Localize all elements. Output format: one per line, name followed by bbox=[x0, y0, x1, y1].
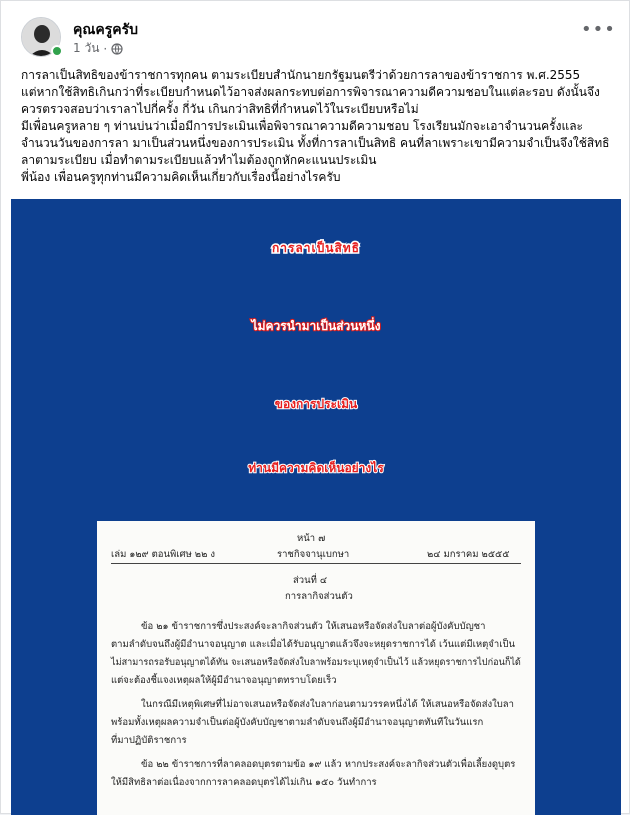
doc-line-6: พร้อมทั้งเหตุผลความจำเป็นต่อผู้บังคับบัญชาตามลำดับจนถึงผู้มีอำนาจอนุญาตทันทีในวันแรก bbox=[111, 717, 484, 728]
doc-section: ส่วนที่ ๔ bbox=[293, 575, 328, 586]
image-headline-4: ท่านมีความคิดเห็นอย่างไร bbox=[248, 461, 384, 475]
doc-line-4: แต่จะต้องชี้แจงเหตุผลให้ผู้มีอำนาจอนุญาตทราบโดยเร็ว bbox=[111, 675, 337, 686]
image-headline-2: ไม่ควรนำมาเป็นส่วนหนึ่ง bbox=[251, 319, 381, 333]
image-headline-1: การลาเป็นสิทธิ bbox=[271, 241, 361, 255]
doc-line-9: ให้มีสิทธิลาต่อเนื่องจากการลาคลอดบุตรได้ไม่เกิน ๑๕๐ วันทำการ bbox=[111, 777, 377, 788]
gazette-document bbox=[97, 521, 535, 815]
doc-line-3: ไม่สามารถรอรับอนุญาตได้ทัน จะเสนอหรือจัดส่งใบลาพร้อมระบุเหตุจำเป็นไว้ แล้วหยุดราชการไปก่อนก็ได้ bbox=[111, 657, 521, 668]
doc-page: หน้า ๗ bbox=[297, 533, 326, 544]
more-dots-icon[interactable]: ••• bbox=[581, 19, 616, 40]
post-meta: 1 วัน · bbox=[73, 39, 123, 58]
post-text-line-3: มีเพื่อนครูหลาย ๆ ท่านบ่นว่าเมื่อมีการประเมินเพื่อพิจารณาความดีความชอบ โรงเรียนมักจะเอาจำนวนครั้งและจำนวนวันของการลา มาเป็นส่วนหนึ่งของการประเมิน ทั้งที่การลาเป็นสิทธิ คนที่ลาเพราะเขามีความจำเป็นจึงใช้สิทธิลาตามระเบียบ เมื่อทำตามระเบียบแล้วทำไมต้องถูกหักคะแนนประเมิน bbox=[21, 119, 610, 167]
doc-date: ๒๔ มกราคม ๒๕๕๕ bbox=[427, 549, 510, 560]
doc-line-7: ที่มาปฏิบัติราชการ bbox=[111, 735, 187, 746]
post-time[interactable]: 1 วัน bbox=[73, 41, 100, 55]
post-text bbox=[21, 67, 617, 186]
doc-section-title: การลากิจส่วนตัว bbox=[285, 591, 353, 602]
online-status-dot bbox=[51, 45, 63, 57]
doc-gazette: ราชกิจจานุเบกษา bbox=[277, 549, 350, 560]
post-header bbox=[13, 15, 619, 57]
post-image[interactable] bbox=[11, 199, 621, 815]
post-text-line-1: การลาเป็นสิทธิของข้าราชการทุกคน ตามระเบียบสำนักนายกรัฐมนตรีว่าด้วยการลาของข้าราชการ พ.ศ.2555 bbox=[21, 68, 581, 82]
doc-line-1: ข้อ ๒๑ ข้าราชการซึ่งประสงค์จะลากิจส่วนตัว ให้เสนอหรือจัดส่งใบลาต่อผู้บังคับบัญชา bbox=[141, 621, 486, 632]
globe-icon[interactable] bbox=[111, 43, 123, 55]
doc-line-2: ตามลำดับจนถึงผู้มีอำนาจอนุญาต และเมื่อได้รับอนุญาตแล้วจึงจะหยุดราชการได้ เว้นแต่มีเหตุจำเป็น bbox=[111, 639, 515, 650]
post-text-line-4: พี่น้อง เพื่อนครูทุกท่านมีความคิดเห็นเกี่ยวกับเรื่องนี้อย่างไรครับ bbox=[21, 170, 341, 184]
image-headline-3: ของการประเมิน bbox=[274, 397, 358, 411]
doc-volume: เล่ม ๑๒๙ ตอนพิเศษ ๒๒ ง bbox=[111, 549, 215, 560]
doc-line-8: ข้อ ๒๒ ข้าราชการที่ลาคลอดบุตรตามข้อ ๑๙ แล้ว หากประสงค์จะลากิจส่วนตัวเพื่อเลี้ยงดูบุตร bbox=[141, 759, 516, 770]
author-name[interactable]: คุณครูครับ bbox=[73, 22, 139, 38]
post-text-line-2: แต่หากใช้สิทธิเกินกว่าที่ระเบียบกำหนดไว้อาจส่งผลกระทบต่อการพิจารณาความดีความชอบในแต่ละรอบ ดังนั้นจึงควรตรวจสอบว่าเราลาไปกี่ครั้ง กี่วัน เกินกว่าสิทธิที่กำหนดไว้ในระเบียบหรือไม่ bbox=[21, 85, 600, 116]
doc-rule bbox=[111, 563, 521, 564]
doc-line-5: ในกรณีมีเหตุพิเศษที่ไม่อาจเสนอหรือจัดส่งใบลาก่อนตามวรรคหนึ่งได้ ให้เสนอหรือจัดส่งใบลา bbox=[141, 699, 514, 710]
